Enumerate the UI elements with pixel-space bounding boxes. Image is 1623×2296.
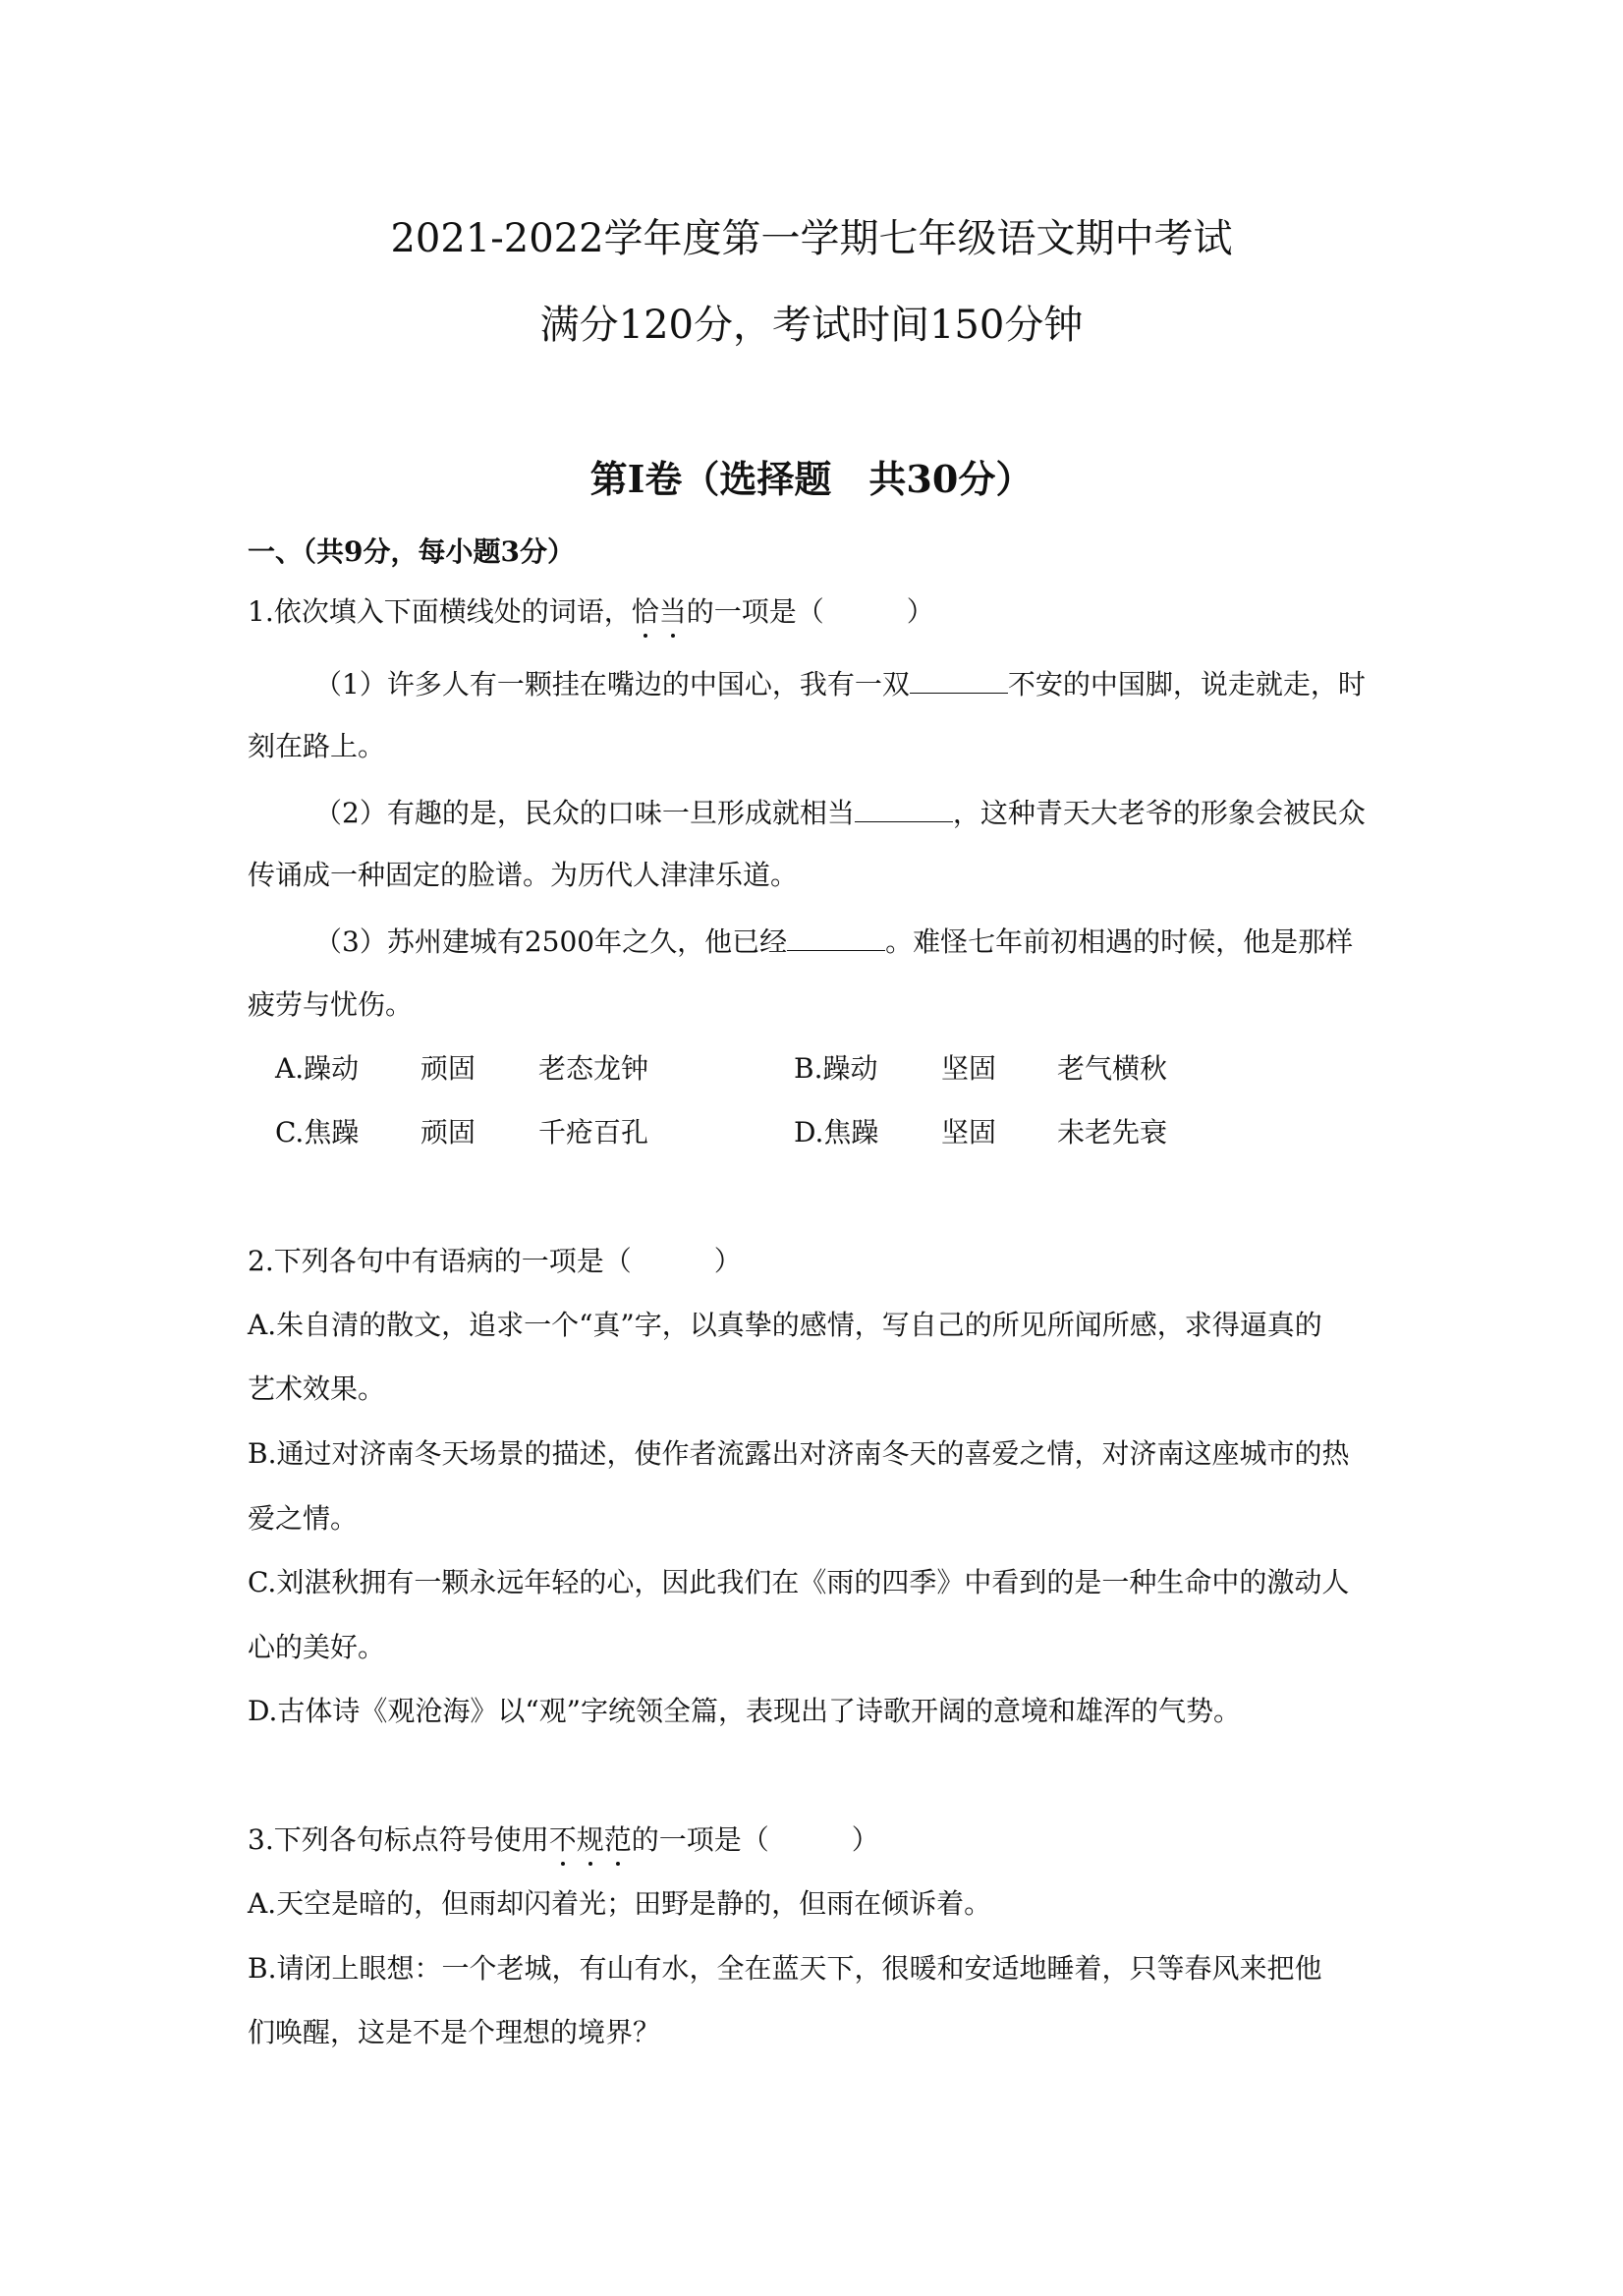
q1-option-c-word2: 顽固: [420, 1116, 476, 1148]
q3-stem-before: 3.下列各句标点符号使用: [248, 1823, 549, 1856]
q2-option-a-cont: 艺术效果。: [248, 1372, 386, 1405]
q2-option-c: C.刘湛秋拥有一颗永远年轻的心，因此我们在《雨的四季》中看到的是一种生命中的激动人: [248, 1566, 1350, 1598]
q1-option-b: B.躁动: [794, 1052, 878, 1085]
emphasis-char: 不: [549, 1820, 577, 1860]
q3-stem-after: 的一项是（ ）: [631, 1823, 879, 1856]
question-3-stem: [248, 1820, 879, 1860]
q1-option-c-word3: 千疮百孔: [538, 1116, 649, 1148]
q1-s3-part-a: （3）苏州建城有2500年之久，他已经: [314, 925, 788, 958]
q1-option-b-word2: 坚固: [941, 1052, 997, 1085]
q1-sentence-2-cont: 传诵成一种固定的脸谱。为历代人津津乐道。: [248, 859, 799, 891]
q2-option-d: D.古体诗《观沧海》以“观”字统领全篇，表现出了诗歌开阔的意境和雄浑的气势。: [248, 1695, 1241, 1727]
q1-stem-after: 的一项是（ ）: [686, 595, 934, 628]
emphasis-char: 范: [604, 1820, 632, 1860]
q1-s2-part-b: ，这种青天大老爷的形象会被民众: [952, 797, 1366, 829]
q1-option-b-word3: 老气横秋: [1057, 1052, 1168, 1085]
section-title: 第Ⅰ卷（选择题 共30分）: [589, 457, 1034, 501]
question-1-stem: [248, 592, 934, 632]
q1-option-a-word3: 老态龙钟: [538, 1052, 649, 1085]
q2-option-c-cont: 心的美好。: [248, 1631, 386, 1663]
fill-blank: [787, 921, 885, 951]
q1-sentence-2: [314, 792, 1366, 833]
question-2-stem: 2.下列各句中有语病的一项是（ ）: [248, 1245, 742, 1277]
emphasis-char: 恰: [632, 592, 659, 632]
q1-s1-part-b: 不安的中国脚，说走就走，时: [1007, 668, 1366, 700]
q1-option-d: D.焦躁: [794, 1116, 879, 1148]
q1-s1-part-a: （1）许多人有一颗挂在嘴边的中国心，我有一双: [314, 668, 910, 700]
q1-s3-part-b: 。难怪七年前初相遇的时候，他是那样: [885, 925, 1354, 958]
q1-sentence-3: [314, 921, 1353, 962]
exam-title: 2021-2022学年度第一学期七年级语文期中考试: [390, 216, 1233, 261]
q1-stem-before: 1.依次填入下面横线处的词语，: [248, 595, 632, 628]
q2-option-a: A.朱自清的散文，追求一个“真”字，以真挚的感情，写自己的所见所闻所感，求得逼真的: [248, 1309, 1322, 1341]
q1-option-d-word3: 未老先衰: [1057, 1116, 1168, 1148]
fill-blank: [910, 663, 1008, 694]
part-title: 一、（共9分，每小题3分）: [248, 535, 575, 568]
q3-stem-dotted: [549, 1823, 632, 1856]
q1-sentence-3-cont: 疲劳与忧伤。: [248, 988, 414, 1021]
q1-sentence-1: [314, 663, 1366, 704]
exam-subtitle: 满分120分，考试时间150分钟: [539, 303, 1084, 348]
q1-option-a-word2: 顽固: [420, 1052, 476, 1085]
q3-option-b: B.请闭上眼想：一个老城，有山有水，全在蓝天下，很暖和安适地睡着，只等春风来把他: [248, 1952, 1322, 1985]
emphasis-char: 规: [577, 1820, 604, 1860]
q2-option-b: B.通过对济南冬天场景的描述，使作者流露出对济南冬天的喜爱之情，对济南这座城市的热: [248, 1437, 1350, 1470]
q1-sentence-1-cont: 刻在路上。: [248, 730, 386, 762]
q1-stem-dotted: [632, 595, 687, 628]
q3-option-a: A.天空是暗的，但雨却闪着光；田野是静的，但雨在倾诉着。: [248, 1887, 992, 1920]
q2-option-b-cont: 爱之情。: [248, 1502, 359, 1535]
q1-s2-part-a: （2）有趣的是，民众的口味一旦形成就相当: [314, 797, 855, 829]
q1-option-c: C.焦躁: [275, 1116, 360, 1148]
q1-option-d-word2: 坚固: [941, 1116, 997, 1148]
q1-option-a: A.躁动: [275, 1052, 360, 1085]
fill-blank: [855, 792, 953, 822]
q3-option-b-cont: 们唤醒，这是不是个理想的境界？: [248, 2016, 661, 2048]
emphasis-char: 当: [659, 592, 687, 632]
